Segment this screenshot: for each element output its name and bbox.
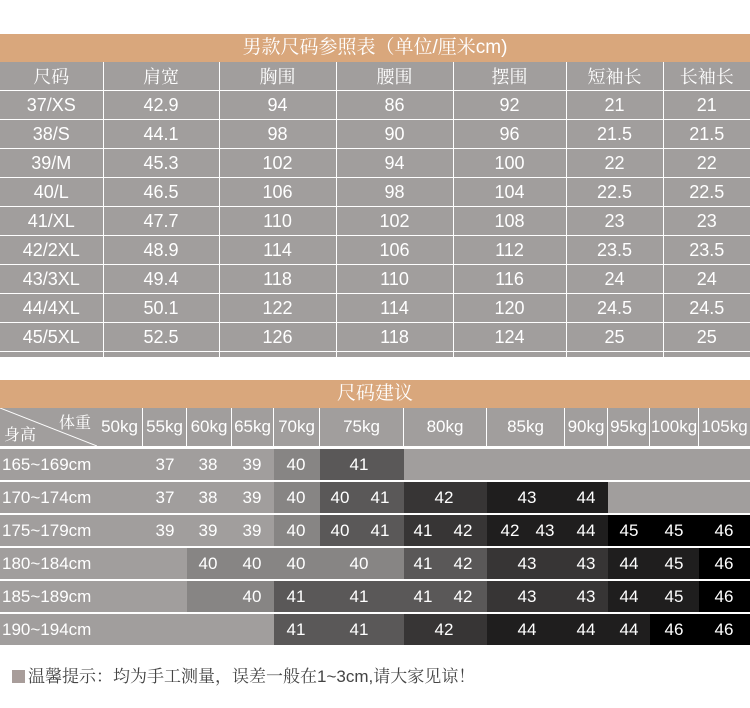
size-value: 41 [286, 620, 306, 639]
size-value: 42 [434, 620, 454, 639]
size-chart-row [0, 178, 750, 207]
size-value: 45 [664, 521, 684, 540]
size-value: 41 [413, 554, 433, 573]
size-value: 40 [286, 488, 306, 507]
size-chart-cell: 112 [453, 236, 566, 265]
size-chart-cell: 108 [453, 207, 566, 236]
size-chart-row [0, 149, 750, 178]
size-chart-cell: 21 [566, 91, 663, 120]
size-chart-row [0, 236, 750, 265]
size-chart-cell: 47.7 [103, 207, 219, 236]
size-chart-cell: 96 [453, 120, 566, 149]
size-value: 43 [517, 488, 537, 507]
size-value: 44 [517, 620, 537, 639]
height-label: 190~194cm [2, 620, 92, 639]
size-chart-spacer-cell [453, 352, 566, 358]
size-value: 41 [413, 521, 433, 540]
size-chart-cell: 38/S [0, 120, 103, 149]
size-value: 39 [198, 521, 218, 540]
size-chart-cell: 102 [336, 207, 453, 236]
size-value: 45 [664, 587, 684, 606]
size-value: 41 [349, 455, 369, 474]
size-chart-cell: 22.5 [663, 178, 750, 207]
size-chart-cell: 23.5 [566, 236, 663, 265]
size-value: 38 [198, 455, 218, 474]
size-chart-cell: 106 [336, 236, 453, 265]
size-chart-cell: 102 [219, 149, 336, 178]
size-chart-header-cell: 胸围 [219, 62, 336, 91]
size-chart-header-cell: 长袖长 [663, 62, 750, 91]
size-chart-header-cell: 腰围 [336, 62, 453, 91]
size-chart-header-cell: 短袖长 [566, 62, 663, 91]
size-chart-cell: 25 [566, 323, 663, 352]
height-label: 170~174cm [2, 488, 92, 507]
size-chart-cell: 23 [663, 207, 750, 236]
size-value: 38 [198, 488, 218, 507]
size-value: 43 [517, 554, 537, 573]
size-chart-cell: 94 [336, 149, 453, 178]
size-value: 46 [714, 521, 734, 540]
corner-header [0, 408, 98, 446]
size-value: 39 [242, 521, 262, 540]
size-value: 44 [619, 620, 639, 639]
size-chart-cell: 24.5 [663, 294, 750, 323]
size-chart-cell: 122 [219, 294, 336, 323]
size-value: 41 [349, 587, 369, 606]
weight-header-4: 70kg [274, 408, 320, 446]
size-value: 43 [576, 554, 596, 573]
size-value: 42 [434, 488, 454, 507]
weight-header-3: 65kg [232, 408, 274, 446]
size-value: 40 [242, 587, 262, 606]
height-label: 180~184cm [2, 554, 92, 573]
weight-header-8: 90kg [565, 408, 608, 446]
tip-text: 温馨提示：均为手工测量，误差一般在1~3cm,请大家见谅！ [28, 667, 476, 686]
size-chart-cell: 50.1 [103, 294, 219, 323]
size-chart-cell: 90 [336, 120, 453, 149]
size-chart-cell: 24 [663, 265, 750, 294]
size-value: 40 [330, 521, 350, 540]
size-chart-cell: 21.5 [566, 120, 663, 149]
recommend-title: 尺码建议 [0, 380, 750, 408]
size-value: 42 [453, 554, 473, 573]
size-value: 42 [500, 521, 520, 540]
size-chart-header-cell: 摆围 [453, 62, 566, 91]
size-value: 46 [714, 587, 734, 606]
size-value: 44 [576, 620, 596, 639]
size-chart-header-cell: 肩宽 [103, 62, 219, 91]
size-chart-cell: 22 [663, 149, 750, 178]
size-chart-cell: 120 [453, 294, 566, 323]
size-chart-cell: 39/M [0, 149, 103, 178]
weight-header-7: 85kg [487, 408, 565, 446]
size-chart-cell: 45/5XL [0, 323, 103, 352]
size-chart-cell: 118 [336, 323, 453, 352]
size-chart-cell: 114 [219, 236, 336, 265]
size-chart-cell: 23.5 [663, 236, 750, 265]
size-value: 42 [453, 587, 473, 606]
size-chart-cell: 25 [663, 323, 750, 352]
size-value: 42 [453, 521, 473, 540]
size-value: 37 [155, 488, 175, 507]
size-value: 40 [286, 554, 306, 573]
size-chart-cell: 42/2XL [0, 236, 103, 265]
size-chart-cell: 94 [219, 91, 336, 120]
size-value: 41 [286, 587, 306, 606]
size-chart-cell: 106 [219, 178, 336, 207]
weight-header-0: 50kg [97, 408, 143, 446]
size-value: 40 [286, 521, 306, 540]
size-chart-cell: 100 [453, 149, 566, 178]
size-chart-spacer-cell [219, 352, 336, 358]
size-value: 46 [714, 620, 734, 639]
size-chart-cell: 43/3XL [0, 265, 103, 294]
size-value: 39 [155, 521, 175, 540]
size-value: 46 [664, 620, 684, 639]
size-chart-cell: 37/XS [0, 91, 103, 120]
size-value: 44 [576, 488, 596, 507]
size-chart-cell: 92 [453, 91, 566, 120]
size-chart-row [0, 265, 750, 294]
size-chart-cell: 22.5 [566, 178, 663, 207]
size-value: 43 [535, 521, 555, 540]
size-chart-row [0, 120, 750, 149]
size-chart-cell: 110 [219, 207, 336, 236]
weight-header-9: 95kg [608, 408, 650, 446]
size-chart-cell: 114 [336, 294, 453, 323]
size-chart-row [0, 207, 750, 236]
corner-height-label: 身高 [4, 427, 37, 444]
size-chart-cell: 110 [336, 265, 453, 294]
size-value: 44 [576, 521, 596, 540]
size-chart-cell: 46.5 [103, 178, 219, 207]
size-value: 41 [370, 521, 390, 540]
size-value: 40 [330, 488, 350, 507]
size-chart-spacer-cell [566, 352, 663, 358]
size-chart-cell: 45.3 [103, 149, 219, 178]
size-value: 44 [619, 587, 639, 606]
size-value: 41 [413, 587, 433, 606]
size-chart-spacer-row [0, 352, 750, 358]
size-value: 45 [664, 554, 684, 573]
size-chart-cell: 126 [219, 323, 336, 352]
size-value: 41 [349, 620, 369, 639]
size-value: 44 [619, 554, 639, 573]
size-chart-table [0, 62, 750, 358]
size-chart-cell: 118 [219, 265, 336, 294]
size-value: 43 [517, 587, 537, 606]
size-value: 39 [242, 488, 262, 507]
size-value: 37 [155, 455, 175, 474]
size-value: 40 [286, 455, 306, 474]
size-chart-cell: 124 [453, 323, 566, 352]
weight-header-5: 75kg [320, 408, 404, 446]
size-value: 41 [370, 488, 390, 507]
size-chart-cell: 49.4 [103, 265, 219, 294]
size-chart-cell: 86 [336, 91, 453, 120]
size-chart-cell: 48.9 [103, 236, 219, 265]
size-chart-cell: 22 [566, 149, 663, 178]
size-chart-spacer-cell [0, 352, 103, 358]
weight-header-10: 100kg [650, 408, 699, 446]
weight-header-2: 60kg [187, 408, 232, 446]
size-chart-spacer-cell [103, 352, 219, 358]
measurement-tip [12, 662, 475, 687]
size-chart-cell: 41/XL [0, 207, 103, 236]
size-value: 43 [576, 587, 596, 606]
size-chart-cell: 21 [663, 91, 750, 120]
size-chart-cell: 44.1 [103, 120, 219, 149]
size-chart-header-cell: 尺码 [0, 62, 103, 91]
weight-header-6: 80kg [404, 408, 487, 446]
size-chart-cell: 98 [336, 178, 453, 207]
size-chart-cell: 98 [219, 120, 336, 149]
size-chart-cell: 104 [453, 178, 566, 207]
size-value: 40 [198, 554, 218, 573]
size-chart-cell: 52.5 [103, 323, 219, 352]
size-value: 40 [349, 554, 369, 573]
weight-header-1: 55kg [143, 408, 187, 446]
size-recommendation-grid [0, 408, 750, 645]
size-chart-row [0, 294, 750, 323]
size-value: 40 [242, 554, 262, 573]
size-chart-cell: 21.5 [663, 120, 750, 149]
size-chart-row [0, 323, 750, 352]
size-chart-spacer-cell [336, 352, 453, 358]
weight-header-11: 105kg [699, 408, 750, 446]
size-chart-title: 男款尺码参照表（单位/厘米cm) [0, 34, 750, 62]
size-chart-cell: 40/L [0, 178, 103, 207]
corner-weight-label: 体重 [58, 415, 91, 432]
size-chart-header-row [0, 62, 750, 91]
tip-square-icon [12, 670, 25, 683]
size-value: 39 [242, 455, 262, 474]
size-chart-spacer-cell [663, 352, 750, 358]
size-chart-cell: 116 [453, 265, 566, 294]
height-label: 185~189cm [2, 587, 92, 606]
size-chart-cell: 23 [566, 207, 663, 236]
size-chart-cell: 44/4XL [0, 294, 103, 323]
height-label: 175~179cm [2, 521, 92, 540]
size-chart-row [0, 91, 750, 120]
size-value: 45 [619, 521, 639, 540]
size-chart-cell: 24 [566, 265, 663, 294]
height-label: 165~169cm [2, 455, 92, 474]
size-value: 46 [714, 554, 734, 573]
size-chart-cell: 42.9 [103, 91, 219, 120]
size-chart-cell: 24.5 [566, 294, 663, 323]
